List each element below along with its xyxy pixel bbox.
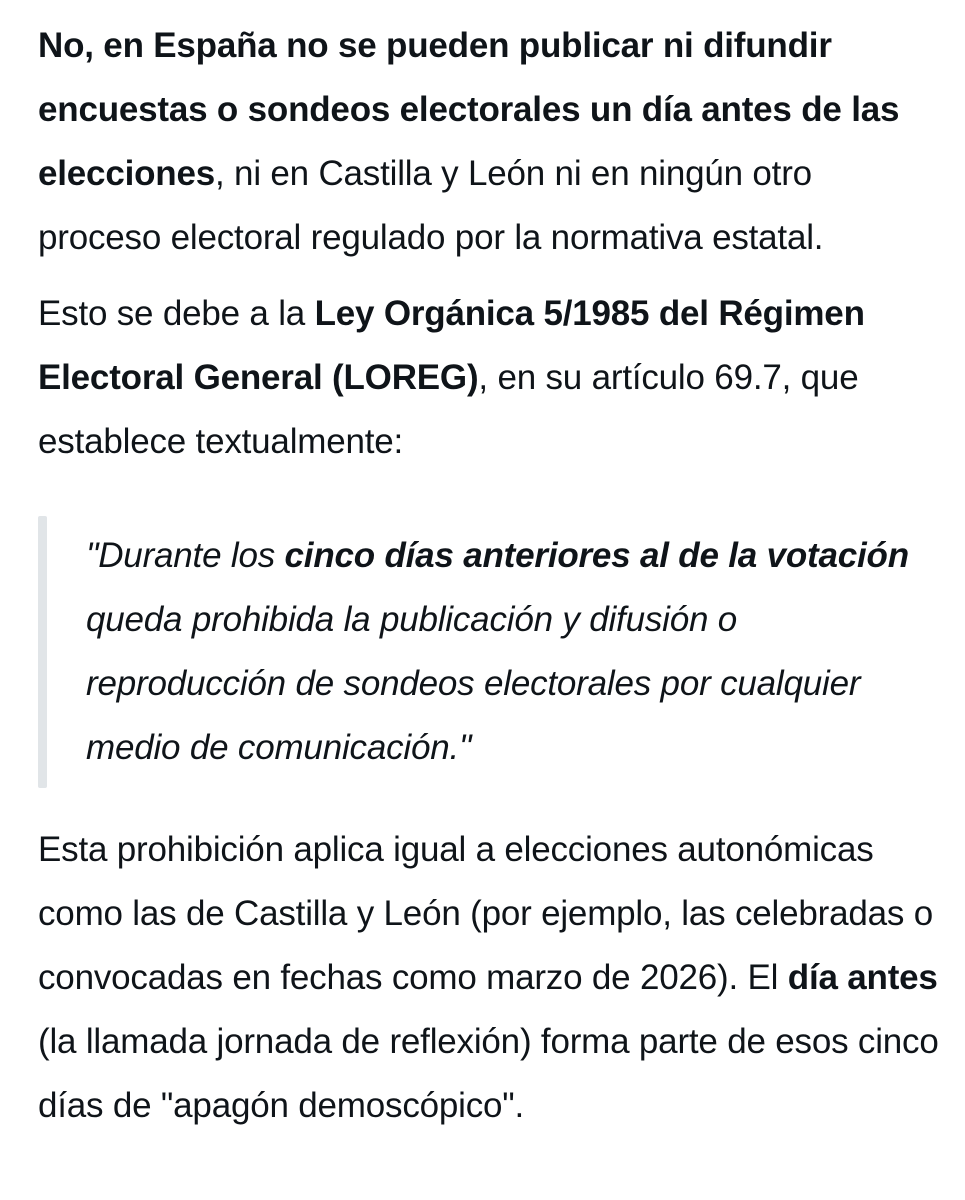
law-rest: , en su artículo 69.7, que establece textualmente: bbox=[38, 358, 859, 461]
answer-rest: , ni en Castilla y León ni en ningún otro proceso electoral regulado por la normativa estatal. bbox=[38, 154, 824, 257]
paragraph-application bbox=[38, 818, 943, 1138]
blockquote-bar bbox=[38, 516, 47, 788]
quote-rest: queda prohibida la publicación y difusión o reproducción de sondeos electorales por cualquier medio de comunicación." bbox=[86, 600, 861, 767]
paragraph-law-reference bbox=[38, 282, 943, 474]
answer-bold-lead: No, en España no se pueden publicar ni difundir encuestas o sondeos electorales un día antes de las elecciones bbox=[38, 26, 900, 193]
law-intro: Esto se debe a la bbox=[38, 294, 315, 333]
application-rest: (la llamada jornada de reflexión) forma parte de esos cinco días de "apagón demoscópico". bbox=[38, 1022, 939, 1125]
law-name: Ley Orgánica 5/1985 del Régimen Electoral General (LOREG) bbox=[38, 294, 865, 397]
quote-text bbox=[86, 516, 943, 788]
blockquote bbox=[38, 516, 943, 788]
application-bold-phrase: día antes bbox=[787, 958, 938, 997]
quote-bold-phrase: cinco días anteriores al de la votación bbox=[284, 536, 909, 575]
application-intro: Esta prohibición aplica igual a elecciones autonómicas como las de Castilla y León (por ejemplo, las celebradas o convocadas en fechas como marzo de 2026). El bbox=[38, 830, 933, 997]
paragraph-answer bbox=[38, 14, 943, 270]
article-body bbox=[38, 14, 943, 1138]
quote-open: "Durante los bbox=[86, 536, 285, 575]
